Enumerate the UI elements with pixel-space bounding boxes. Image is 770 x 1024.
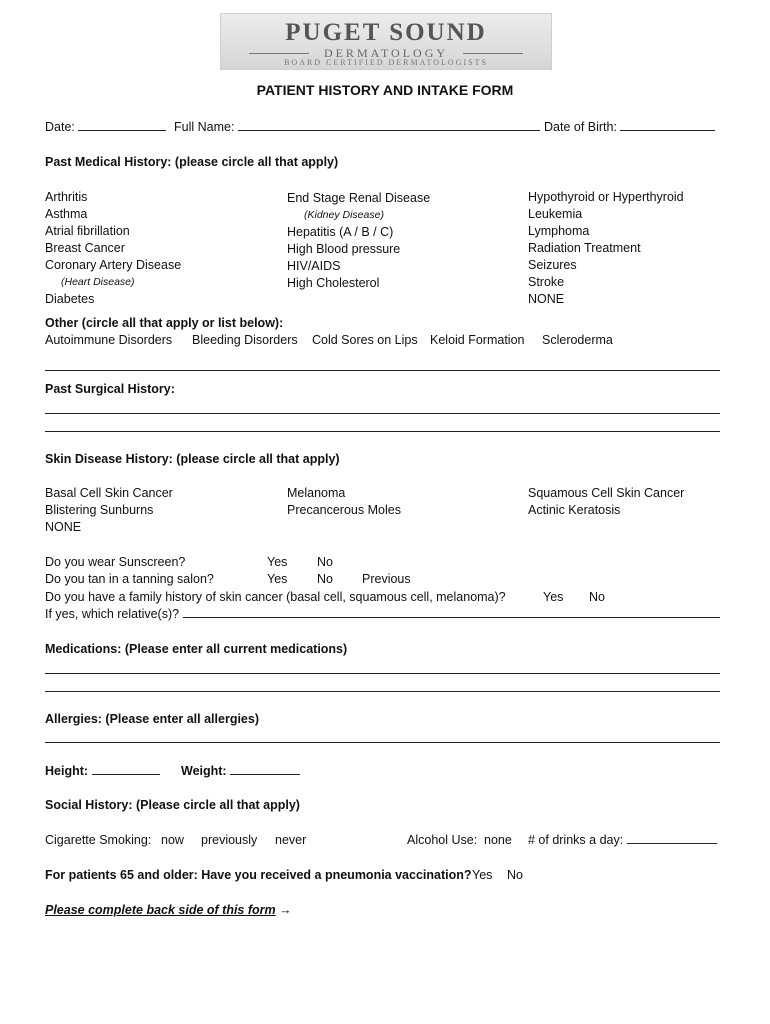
skin-option[interactable]: NONE [45,520,82,534]
smoking-label: Cigarette Smoking: [45,833,152,847]
past-medical-col1 [45,189,181,308]
tanning-yes-option[interactable]: Yes [267,572,288,586]
sunscreen-no-option[interactable]: No [317,555,333,569]
condition-option[interactable]: Lymphoma [528,224,590,238]
sunscreen-yes-option[interactable]: Yes [267,555,288,569]
condition-option[interactable]: High Cholesterol [287,276,380,290]
past-medical-col2 [287,190,430,292]
dob-blank[interactable] [620,119,715,131]
condition-option[interactable]: Arthritis [45,190,88,204]
skin-disease-col1 [45,485,173,536]
smoking-option[interactable]: never [275,833,307,847]
condition-option[interactable]: Radiation Treatment [528,241,641,255]
skin-option[interactable]: Actinic Keratosis [528,503,621,517]
pneumonia-yes-option[interactable]: Yes [472,868,493,882]
skin-disease-col3 [528,485,684,519]
weight-blank[interactable] [230,763,300,775]
weight-field[interactable] [181,763,300,779]
practice-logo [220,13,552,70]
condition-option[interactable]: Hypothyroid or Hyperthyroid [528,190,684,204]
full-name-field[interactable] [174,119,540,135]
condition-option[interactable]: Stroke [528,275,565,289]
full-name-label: Full Name: [174,120,235,134]
other-option[interactable]: Bleeding Disorders [192,333,298,347]
date-field[interactable] [45,119,166,135]
form-title: PATIENT HISTORY AND INTAKE FORM [256,82,514,98]
arrow-right-icon: → [279,903,292,917]
condition-option[interactable]: Seizures [528,258,577,272]
condition-option[interactable]: End Stage Renal Disease [287,191,431,205]
date-label: Date: [45,120,75,134]
dob-field[interactable] [544,119,715,135]
social-heading: Social History: (Please circle all that apply) [45,798,300,812]
pneumonia-question: For patients 65 and older: Have you received a pneumonia vaccination? [45,868,472,882]
medications-write-in-line[interactable] [45,673,720,674]
back-side-text: Please complete back side of this form [45,903,276,917]
condition-option[interactable]: Breast Cancer [45,241,125,255]
relatives-field[interactable] [45,606,720,622]
condition-option[interactable]: Atrial fibrillation [45,224,130,238]
full-name-blank[interactable] [238,119,540,131]
other-option[interactable]: Keloid Formation [430,333,525,347]
allergies-write-in-line[interactable] [45,742,720,743]
back-side-note [45,902,292,918]
weight-label: Weight: [181,764,227,778]
other-heading: Other (circle all that apply or list below): [45,316,284,330]
alcohol-label: Alcohol Use: [407,833,478,847]
tanning-question: Do you tan in a tanning salon? [45,572,214,586]
logo-line-3: BOARD CERTIFIED DERMATOLOGISTS [284,58,488,67]
condition-option[interactable]: High Blood pressure [287,242,401,256]
other-option[interactable]: Scleroderma [542,333,613,347]
skin-option[interactable]: Basal Cell Skin Cancer [45,486,173,500]
height-field[interactable] [45,763,160,779]
family-history-no-option[interactable]: No [589,590,605,604]
tanning-previous-option[interactable]: Previous [362,572,411,586]
skin-option[interactable]: Squamous Cell Skin Cancer [528,486,685,500]
skin-option[interactable]: Blistering Sunburns [45,503,154,517]
medications-heading: Medications: (Please enter all current medications) [45,642,348,656]
other-write-in-line[interactable] [45,370,720,371]
smoking-option[interactable]: previously [201,833,258,847]
condition-option[interactable]: Hepatitis (A / B / C) [287,225,394,239]
surgical-write-in-line[interactable] [45,413,720,414]
logo-line-1: PUGET SOUND [285,19,487,46]
relatives-blank[interactable] [183,606,720,618]
other-option[interactable]: Autoimmune Disorders [45,333,173,347]
skin-option[interactable]: Precancerous Moles [287,503,401,517]
skin-disease-heading: Skin Disease History: (please circle all that apply) [45,452,340,466]
condition-note: (Heart Disease) [61,276,135,288]
tanning-no-option[interactable]: No [317,572,333,586]
past-medical-col3 [528,189,684,308]
smoking-option[interactable]: now [161,833,184,847]
skin-option[interactable]: Melanoma [287,486,346,500]
drinks-blank[interactable] [627,832,717,844]
dob-label: Date of Birth: [544,120,617,134]
drinks-label: # of drinks a day: [528,833,624,847]
pneumonia-no-option[interactable]: No [507,868,523,882]
family-history-question: Do you have a family history of skin cancer (basal cell, squamous cell, melanoma)? [45,590,506,604]
condition-option[interactable]: NONE [528,292,565,306]
allergies-heading: Allergies: (Please enter all allergies) [45,712,259,726]
surgical-write-in-line[interactable] [45,431,720,432]
relatives-label: If yes, which relative(s)? [45,607,180,621]
alcohol-option[interactable]: none [484,833,512,847]
skin-disease-col2 [287,485,401,519]
condition-option[interactable]: Leukemia [528,207,583,221]
logo-line-2: DERMATOLOGY [323,46,449,60]
height-blank[interactable] [92,763,160,775]
condition-option[interactable]: Diabetes [45,292,95,306]
drinks-field[interactable] [528,832,717,848]
other-option[interactable]: Cold Sores on Lips [312,333,418,347]
family-history-yes-option[interactable]: Yes [543,590,564,604]
sunscreen-question: Do you wear Sunscreen? [45,555,186,569]
date-blank[interactable] [78,119,166,131]
height-label: Height: [45,764,89,778]
past-medical-heading: Past Medical History: (please circle all that apply) [45,155,339,169]
condition-option[interactable]: Asthma [45,207,88,221]
medications-write-in-line[interactable] [45,691,720,692]
condition-option[interactable]: HIV/AIDS [287,259,341,273]
condition-option[interactable]: Coronary Artery Disease [45,258,182,272]
condition-note: (Kidney Disease) [304,209,384,221]
past-surgical-heading: Past Surgical History: [45,382,175,396]
